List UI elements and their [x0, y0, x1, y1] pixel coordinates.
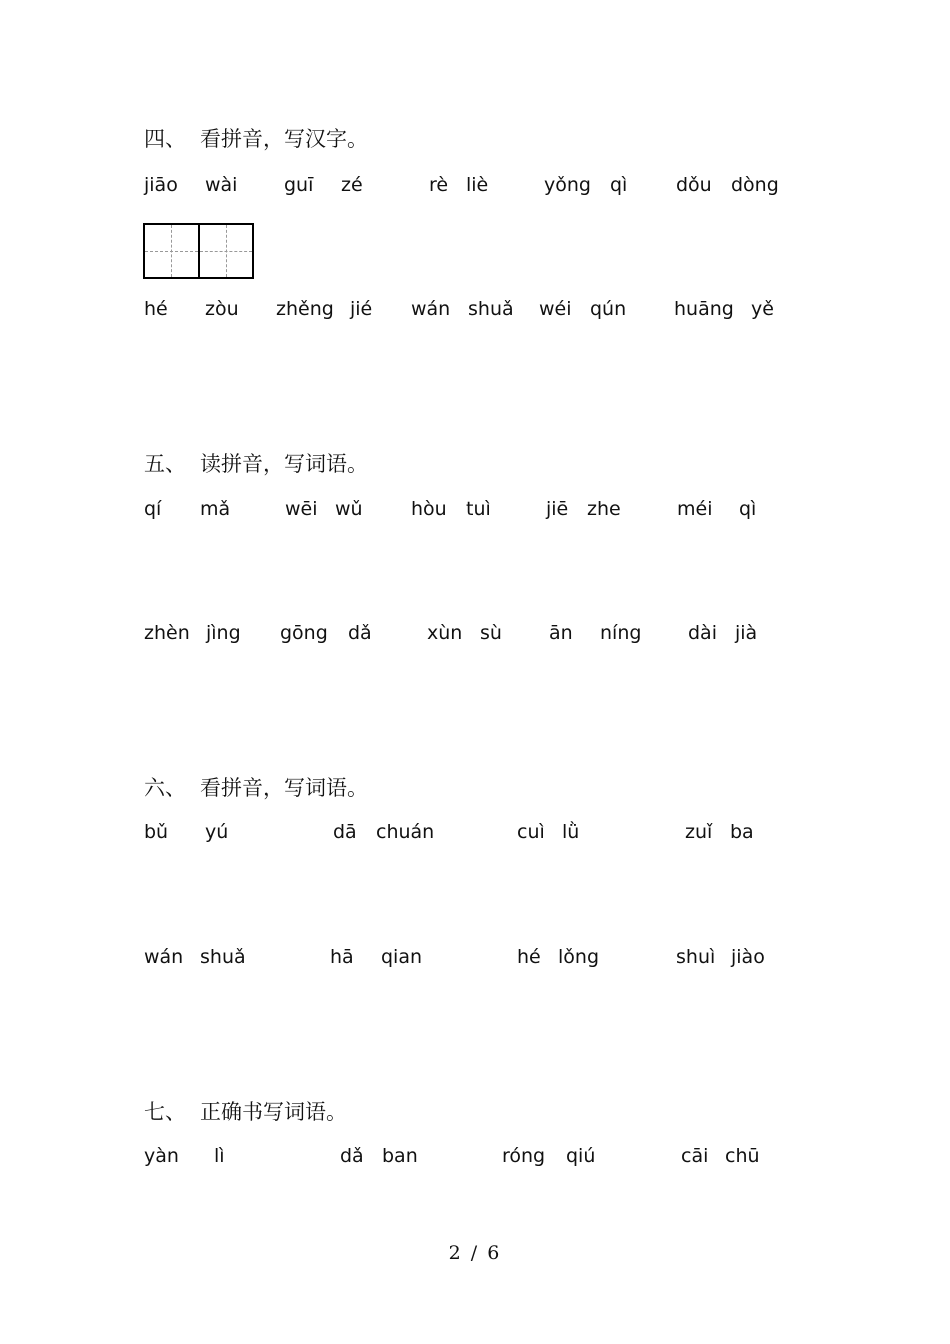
- pinyin-syllable: chū: [725, 1145, 760, 1167]
- grid-guide-line: [145, 251, 198, 252]
- pinyin-syllable: wán: [411, 298, 451, 320]
- pinyin-syllable: huāng: [674, 298, 734, 320]
- pinyin-syllable: wéi: [539, 298, 572, 320]
- section-title: 看拼音，写汉字。: [200, 127, 368, 151]
- pinyin-syllable: wài: [205, 174, 238, 196]
- pinyin-syllable: qiú: [566, 1145, 596, 1167]
- pinyin-syllable: sù: [480, 622, 502, 644]
- pinyin-syllable: lì: [214, 1145, 225, 1167]
- pinyin-syllable: dā: [333, 821, 357, 843]
- section-title: 看拼音，写词语。: [200, 776, 368, 800]
- pinyin-syllable: dòng: [731, 174, 779, 196]
- pinyin-syllable: yàn: [144, 1145, 179, 1167]
- pinyin-syllable: shuǎ: [468, 298, 514, 320]
- section-4-heading: [144, 123, 368, 153]
- pinyin-syllable: róng: [502, 1145, 546, 1167]
- pinyin-syllable: jiāo: [144, 174, 178, 196]
- pinyin-syllable: níng: [600, 622, 642, 644]
- pinyin-syllable: bǔ: [144, 821, 169, 843]
- pinyin-syllable: jiē: [546, 498, 569, 520]
- section-number: 七、: [144, 1100, 186, 1124]
- section-number: 四、: [144, 127, 186, 151]
- pinyin-syllable: qì: [739, 498, 757, 520]
- writing-grid-cell[interactable]: [198, 225, 253, 277]
- pinyin-syllable: yě: [751, 298, 774, 320]
- section-title: 正确书写词语。: [200, 1100, 347, 1124]
- pinyin-syllable: cāi: [681, 1145, 709, 1167]
- pinyin-syllable: ba: [730, 821, 754, 843]
- pinyin-syllable: lǒng: [558, 946, 600, 968]
- pinyin-syllable: jiào: [731, 946, 765, 968]
- pinyin-syllable: chuán: [376, 821, 435, 843]
- pinyin-syllable: shuǎ: [200, 946, 246, 968]
- pinyin-syllable: rè: [429, 174, 449, 196]
- pinyin-syllable: dǒu: [676, 174, 712, 196]
- pinyin-syllable: méi: [677, 498, 713, 520]
- pinyin-syllable: wán: [144, 946, 184, 968]
- pinyin-syllable: dài: [688, 622, 717, 644]
- pinyin-syllable: tuì: [466, 498, 491, 520]
- pinyin-syllable: zhěng: [276, 298, 334, 320]
- pinyin-syllable: cuì: [517, 821, 545, 843]
- pinyin-syllable: qian: [381, 946, 423, 968]
- pinyin-syllable: wēi: [285, 498, 318, 520]
- pinyin-syllable: liè: [466, 174, 489, 196]
- pinyin-syllable: lǜ: [562, 821, 580, 843]
- pinyin-syllable: jià: [735, 622, 758, 644]
- pinyin-syllable: hòu: [411, 498, 447, 520]
- writing-grid-cell[interactable]: [145, 225, 198, 277]
- pinyin-syllable: hé: [144, 298, 168, 320]
- page-number: 2 / 6: [448, 1242, 502, 1264]
- pinyin-syllable: jié: [350, 298, 373, 320]
- pinyin-syllable: yú: [205, 821, 229, 843]
- pinyin-syllable: yǒng: [544, 174, 591, 196]
- pinyin-syllable: zhe: [587, 498, 621, 520]
- pinyin-syllable: qún: [590, 298, 627, 320]
- pinyin-syllable: hā: [330, 946, 354, 968]
- pinyin-syllable: mǎ: [200, 498, 231, 520]
- pinyin-syllable: shuì: [676, 946, 716, 968]
- pinyin-syllable: ān: [549, 622, 573, 644]
- section-number: 六、: [144, 776, 186, 800]
- pinyin-syllable: guī: [284, 174, 314, 196]
- pinyin-syllable: ban: [382, 1145, 418, 1167]
- pinyin-syllable: dǎ: [340, 1145, 364, 1167]
- writing-grid-box[interactable]: [143, 223, 254, 279]
- pinyin-syllable: gōng: [280, 622, 328, 644]
- pinyin-syllable: dǎ: [348, 622, 372, 644]
- section-number: 五、: [144, 452, 186, 476]
- section-6-heading: [144, 772, 368, 802]
- pinyin-syllable: xùn: [427, 622, 463, 644]
- pinyin-syllable: wǔ: [335, 498, 363, 520]
- pinyin-syllable: jìng: [206, 622, 241, 644]
- pinyin-syllable: hé: [517, 946, 541, 968]
- pinyin-syllable: zé: [341, 174, 363, 196]
- section-7-heading: [144, 1096, 347, 1126]
- pinyin-syllable: qí: [144, 498, 162, 520]
- pinyin-syllable: qì: [610, 174, 628, 196]
- pinyin-syllable: zuǐ: [685, 821, 713, 843]
- pinyin-syllable: zhèn: [144, 622, 190, 644]
- grid-guide-line: [200, 251, 253, 252]
- section-title: 读拼音，写词语。: [200, 452, 368, 476]
- pinyin-syllable: zòu: [205, 298, 239, 320]
- section-5-heading: [144, 448, 368, 478]
